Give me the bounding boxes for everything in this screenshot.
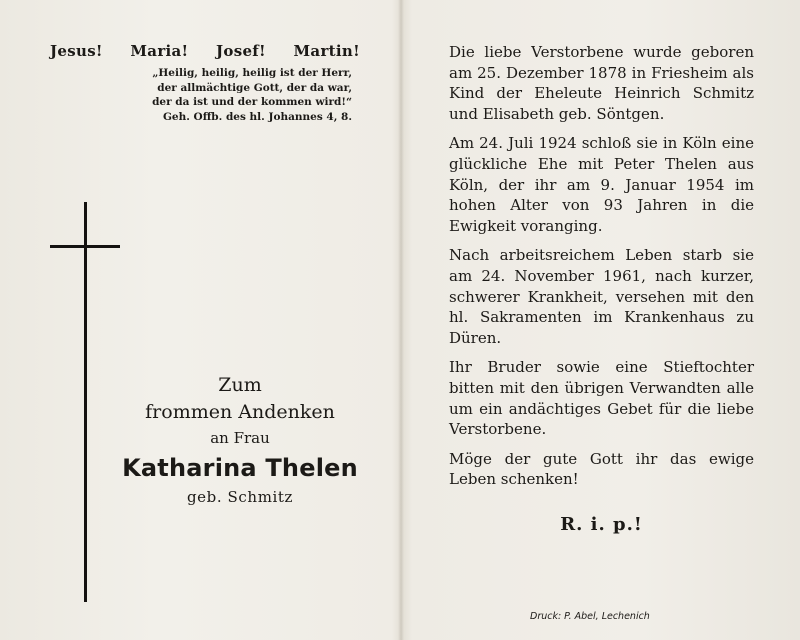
card-fold: [398, 0, 404, 640]
invocation-josef: Josef!: [216, 42, 266, 60]
deceased-name: Katharina Thelen: [122, 454, 358, 482]
scripture-quote: [90, 66, 352, 124]
cross-icon: [84, 202, 87, 602]
cross-icon-bar: [50, 245, 120, 248]
invocation-martin: Martin!: [293, 42, 360, 60]
bio-paragraph-marriage: Am 24. Juli 1924 schloß sie in Köln eine glückliche Ehe mit Peter Thelen aus Köln, der ihr am 9. Januar 1954 im hohen Alter von 93 Jahren in die Ewigkeit voranging.: [449, 134, 754, 235]
invocation-maria: Maria!: [130, 42, 189, 60]
bio-paragraph-death: Nach arbeitsreichem Leben starb sie am 24. November 1961, nach kurzer, schwerer Krankheit, versehen mit den hl. Sakramenten im Krankenhaus zu Düren.: [449, 246, 754, 347]
bio-paragraph-family: Ihr Bruder sowie eine Stieftochter bitten mit den übrigen Verwandten alle um ein andächtiges Gebet für die liebe Verstorbene.: [449, 358, 754, 439]
bio-paragraph-prayer: Möge der gute Gott ihr das ewige Leben schenken!: [449, 449, 754, 489]
printer-credit: Druck: P. Abel, Lechenich: [530, 611, 650, 622]
in-memoriam-block: [120, 372, 360, 508]
memoriam-line-3: an Frau: [210, 429, 270, 447]
invocation-line: [50, 42, 360, 60]
maiden-name: geb. Schmitz: [186, 488, 294, 506]
memoriam-line-1: Zum: [218, 374, 262, 396]
quote-line: „Heilig, heilig, heilig ist der Herr,: [152, 67, 352, 79]
biography-text: [449, 42, 754, 499]
quote-line: der da ist und der kommen wird!“: [152, 96, 352, 108]
bio-paragraph-birth: Die liebe Verstorbene wurde geboren am 25. Dezember 1878 in Friesheim als Kind der Eheleute Heinrich Schmitz und Elisabeth geb. Söntgen.: [449, 43, 754, 123]
memoriam-line-2: frommen Andenken: [145, 401, 335, 423]
invocation-jesus: Jesus!: [50, 42, 103, 60]
rip-closing: R. i. p.!: [560, 514, 643, 535]
quote-source: Geh. Offb. des hl. Johannes 4, 8.: [162, 110, 352, 123]
quote-line: der allmächtige Gott, der da war,: [157, 81, 352, 94]
